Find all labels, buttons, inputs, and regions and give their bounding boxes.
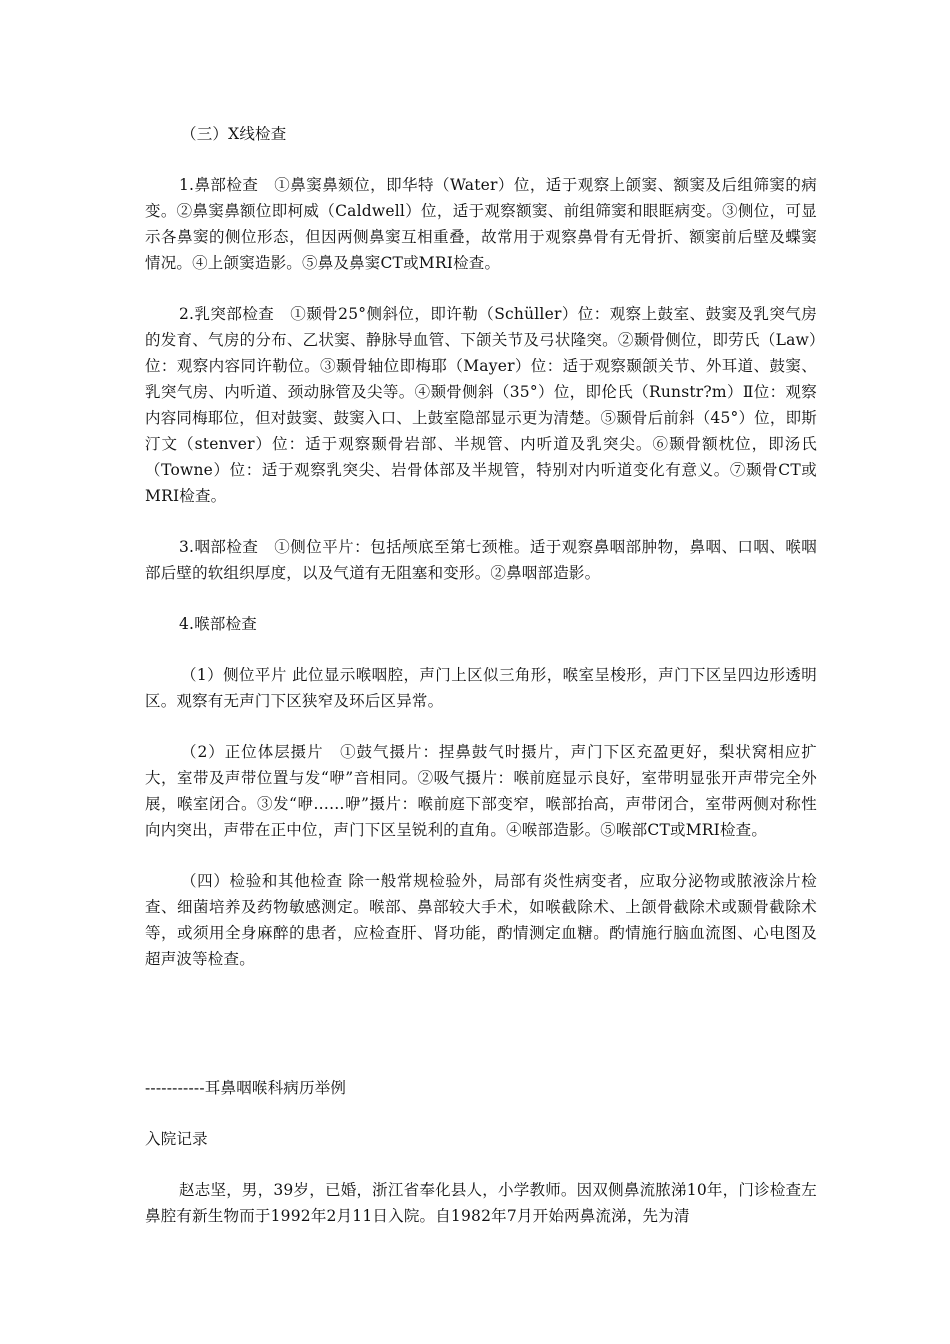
mastoid-exam-paragraph: 2.乳突部检查 ①颞骨25°侧斜位，即许勒（Schüller）位：观察上鼓室、鼓窦及乳突气房的发育、气房的分布、乙状窦、静脉导血管、下颌关节及弓状隆突。②颞骨侧位，即劳氏（Law）位：观察内容同许勒位。③颞骨轴位即梅耶（Mayer）位：适于观察颞颌关节、外耳道、鼓窦、乳突气房、内听道、颈动脉管及尖等。④颞骨侧斜（35°）位，即伦氏（Runstr?m）Ⅱ位：观察内容同梅耶位，但对鼓窦、鼓窦入口、上鼓室隐部显示更为清楚。⑤颞骨后前斜（45°）位，即斯汀文（stenver）位：适于观察颞骨岩部、半规管、内听道及乳突尖。⑥颞骨额枕位，即汤氏（Towne）位：适于观察乳突尖、岩骨体部及半规管，特别对内听道变化有意义。⑦颞骨CT或MRI检查。 [145, 305, 817, 505]
larynx-lateral-paragraph: （1）侧位平片 此位显示喉咽腔，声门上区似三角形，喉室呈梭形，声门下区呈四边形透明区。观察有无声门下区狭窄及环后区异常。 [145, 666, 817, 710]
pharynx-exam-paragraph: 3.咽部检查 ①侧位平片：包括颅底至第七颈椎。适于观察鼻咽部肿物，鼻咽、口咽、喉咽部后壁的软组织厚度，以及气道有无阻塞和变形。②鼻咽部造影。 [145, 538, 817, 582]
nose-exam-paragraph: 1.鼻部检查 ①鼻窦鼻颏位，即华特（Water）位，适于观察上颌窦、额窦及后组筛窦的病变。②鼻窦鼻额位即柯威（Caldwell）位，适于观察额窦、前组筛窦和眼眶病变。③侧位，可显示各鼻窦的侧位形态，但因两侧鼻窦互相重叠，故常用于观察鼻骨有无骨折、额窦前后壁及蝶窦情况。④上颌窦造影。⑤鼻及鼻窦CT或MRI检查。 [145, 176, 817, 272]
larynx-exam-heading: 4.喉部检查 [179, 615, 257, 633]
case-example-title: -----------耳鼻咽喉科病历举例 [145, 1079, 347, 1097]
document-page [145, 121, 817, 1229]
lab-exam-paragraph: （四）检验和其他检查 除一般常规检验外，局部有炎性病变者，应取分泌物或脓液涂片检查、细菌培养及药物敏感测定。喉部、鼻部较大手术，如喉截除术、上颌骨截除术或颞骨截除术等，或须用全身麻醉的患者，应检查肝、肾功能，酌情测定血糖。酌情施行脑血流图、心电图及超声波等检查。 [145, 872, 817, 968]
case-body-paragraph: 赵志坚，男，39岁，已婚，浙江省奉化县人，小学教师。因双侧鼻流脓涕10年，门诊检查左鼻腔有新生物而于1992年2月11日入院。自1982年7月开始两鼻流涕，先为清 [145, 1181, 817, 1225]
larynx-tomography-paragraph: （2）正位体层摄片 ①鼓气摄片：捏鼻鼓气时摄片，声门下区充盈更好，梨状窝相应扩大，室带及声带位置与发“咿”音相同。②吸气摄片：喉前庭显示良好，室带明显张开声带完全外展，喉室闭合。③发“咿……咿”摄片：喉前庭下部变窄，喉部抬高，声带闭合，室带两侧对称性向内突出，声带在正中位，声门下区呈锐利的直角。④喉部造影。⑤喉部CT或MRI检查。 [145, 743, 817, 839]
xray-heading: （三）X线检查 [181, 125, 287, 143]
admission-record-heading: 入院记录 [145, 1130, 208, 1148]
